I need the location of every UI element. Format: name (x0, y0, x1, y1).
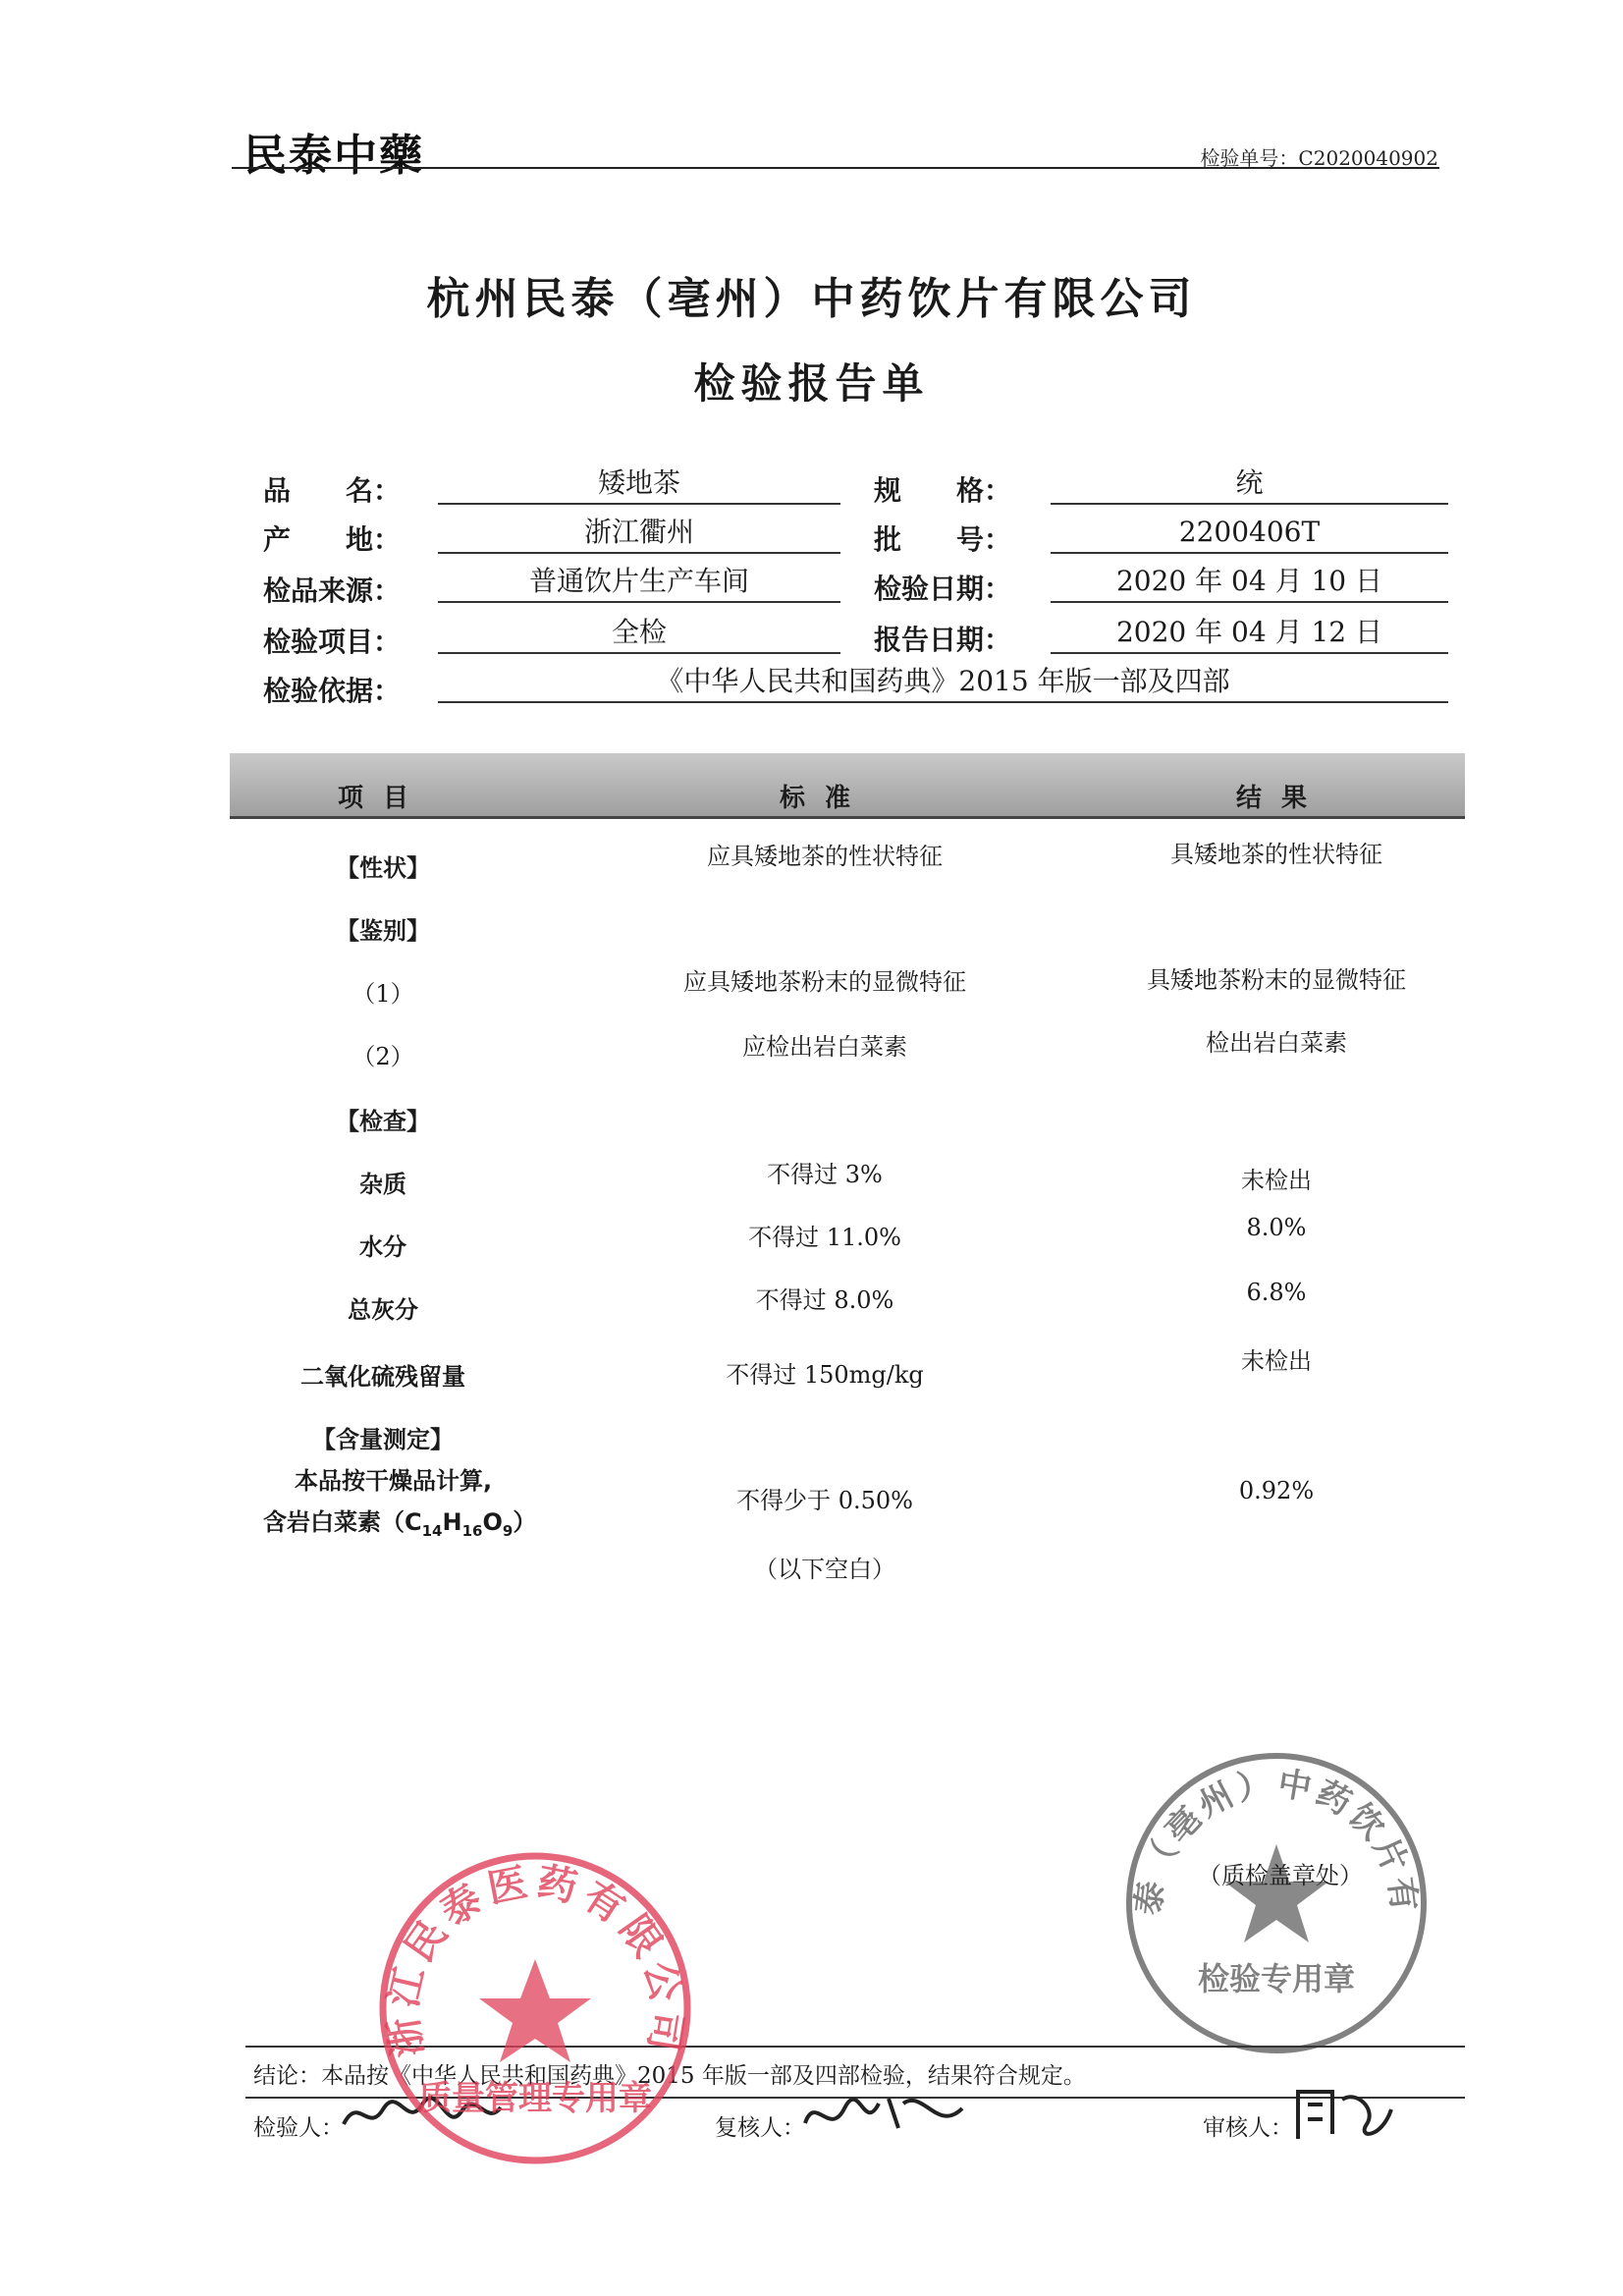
report-date-value: 2020 年 04 月 12 日 (1051, 615, 1448, 654)
company-logo: 民泰中藥 (243, 131, 424, 181)
origin-label: 产 地： (263, 523, 402, 556)
col-header-item: 项目 (337, 784, 428, 813)
row-result: 未检出 (1241, 1167, 1312, 1194)
basis-label: 检验依据： (263, 675, 402, 707)
inspect-date-label: 检验日期： (874, 573, 1012, 605)
row-item: 【性状】 (336, 854, 430, 882)
quality-seal-icon (373, 1846, 697, 2170)
inspector-label: 检验人： (253, 2115, 344, 2141)
assay-result: 0.92% (1238, 1477, 1315, 1504)
row-standard: 应具矮地茶粉末的显微特征 (683, 968, 966, 996)
row-item: 【检查】 (336, 1108, 430, 1135)
row-result: 具矮地茶的性状特征 (1170, 841, 1382, 868)
inspection-seal-icon (1119, 1746, 1434, 2060)
items-value: 全检 (438, 615, 840, 654)
reviewer-label: 复核人： (715, 2115, 805, 2141)
spec-value: 统 (1051, 465, 1448, 505)
origin-value: 浙江衢州 (438, 515, 840, 554)
report-date-label: 报告日期： (874, 624, 1012, 656)
stamp-placeholder-note: （质检盖章处） (1198, 1862, 1363, 1889)
row-item: 水分 (359, 1233, 406, 1261)
row-item: 总灰分 (348, 1296, 418, 1324)
row-result: 检出岩白菜素 (1206, 1029, 1347, 1057)
row-standard: 不得过 150mg/kg (726, 1361, 924, 1389)
company-name: 杭州民泰（亳州）中药饮片有限公司 (426, 274, 1197, 324)
svg-text:杭州民泰（亳州）中药饮片有限公司: 泰（亳州）中药饮片有 (1128, 1764, 1425, 1918)
document-title: 检验报告单 (693, 359, 930, 408)
source-label: 检品来源： (263, 574, 402, 607)
batch-label: 批 号： (874, 523, 1012, 556)
source-value: 普通饮片生产车间 (438, 564, 840, 603)
spec-label: 规 格： (874, 474, 1012, 507)
row-item: （1） (352, 980, 414, 1008)
name-label: 品 名： (263, 474, 402, 507)
row-item: 杂质 (359, 1171, 406, 1198)
row-standard: 应具矮地茶的性状特征 (707, 843, 943, 870)
col-header-standard: 标准 (779, 784, 870, 813)
right-stamp (1119, 1746, 1434, 2060)
approver-label: 审核人： (1203, 2115, 1293, 2141)
row-standard: 不得过 11.0% (748, 1224, 901, 1251)
signature-scribble-icon (800, 2084, 967, 2143)
row-result: 具矮地茶粉末的显微特征 (1147, 966, 1406, 994)
svg-text:浙江民泰医药有限公司: 浙江民泰医药有限公司 (380, 1859, 690, 2060)
assay-title: 【含量测定】 (312, 1426, 454, 1453)
assay-line1: 本品按干燥品计算, (295, 1467, 493, 1495)
col-header-result: 结果 (1235, 784, 1326, 813)
signature-scribble-icon (1288, 2080, 1396, 2149)
assay-standard: 不得少于 0.50% (736, 1487, 913, 1514)
blank-note: （以下空白） (754, 1556, 895, 1583)
row-standard: 应检出岩白菜素 (742, 1033, 907, 1061)
conclusion-text: 结论：本品按《中华人民共和国药典》2015 年版一部及四部检验，结果符合规定。 (253, 2063, 1086, 2089)
svg-text:质量管理专用章: 质量管理专用章 (418, 2079, 652, 2118)
row-result: 6.8% (1246, 1279, 1307, 1306)
left-stamp (373, 1846, 697, 2170)
row-result: 未检出 (1241, 1347, 1312, 1375)
row-item: 【鉴别】 (336, 917, 430, 945)
row-standard: 不得过 8.0% (755, 1286, 894, 1314)
name-value: 矮地茶 (438, 465, 840, 505)
approver-signature (1288, 2080, 1396, 2159)
reviewer-signature (800, 2084, 967, 2153)
row-result: 8.0% (1246, 1214, 1307, 1241)
inspect-date-value: 2020 年 04 月 10 日 (1051, 564, 1448, 603)
row-item: 二氧化硫残留量 (300, 1363, 465, 1391)
batch-value: 2200406T (1051, 515, 1448, 554)
row-standard: 不得过 3% (767, 1161, 883, 1188)
header-divider (232, 167, 1439, 169)
assay-line2: 含岩白菜素$(C_{14}H_{16}O_9)$ (263, 1508, 537, 1540)
svg-text:检验专用章: 检验专用章 (1197, 1960, 1356, 1997)
items-label: 检验项目： (263, 626, 402, 658)
row-item: （2） (352, 1043, 414, 1070)
basis-value: 《中华人民共和国药典》2015 年版一部及四部 (438, 664, 1448, 703)
report-number: 检验单号：C2020040902 (1200, 146, 1438, 170)
